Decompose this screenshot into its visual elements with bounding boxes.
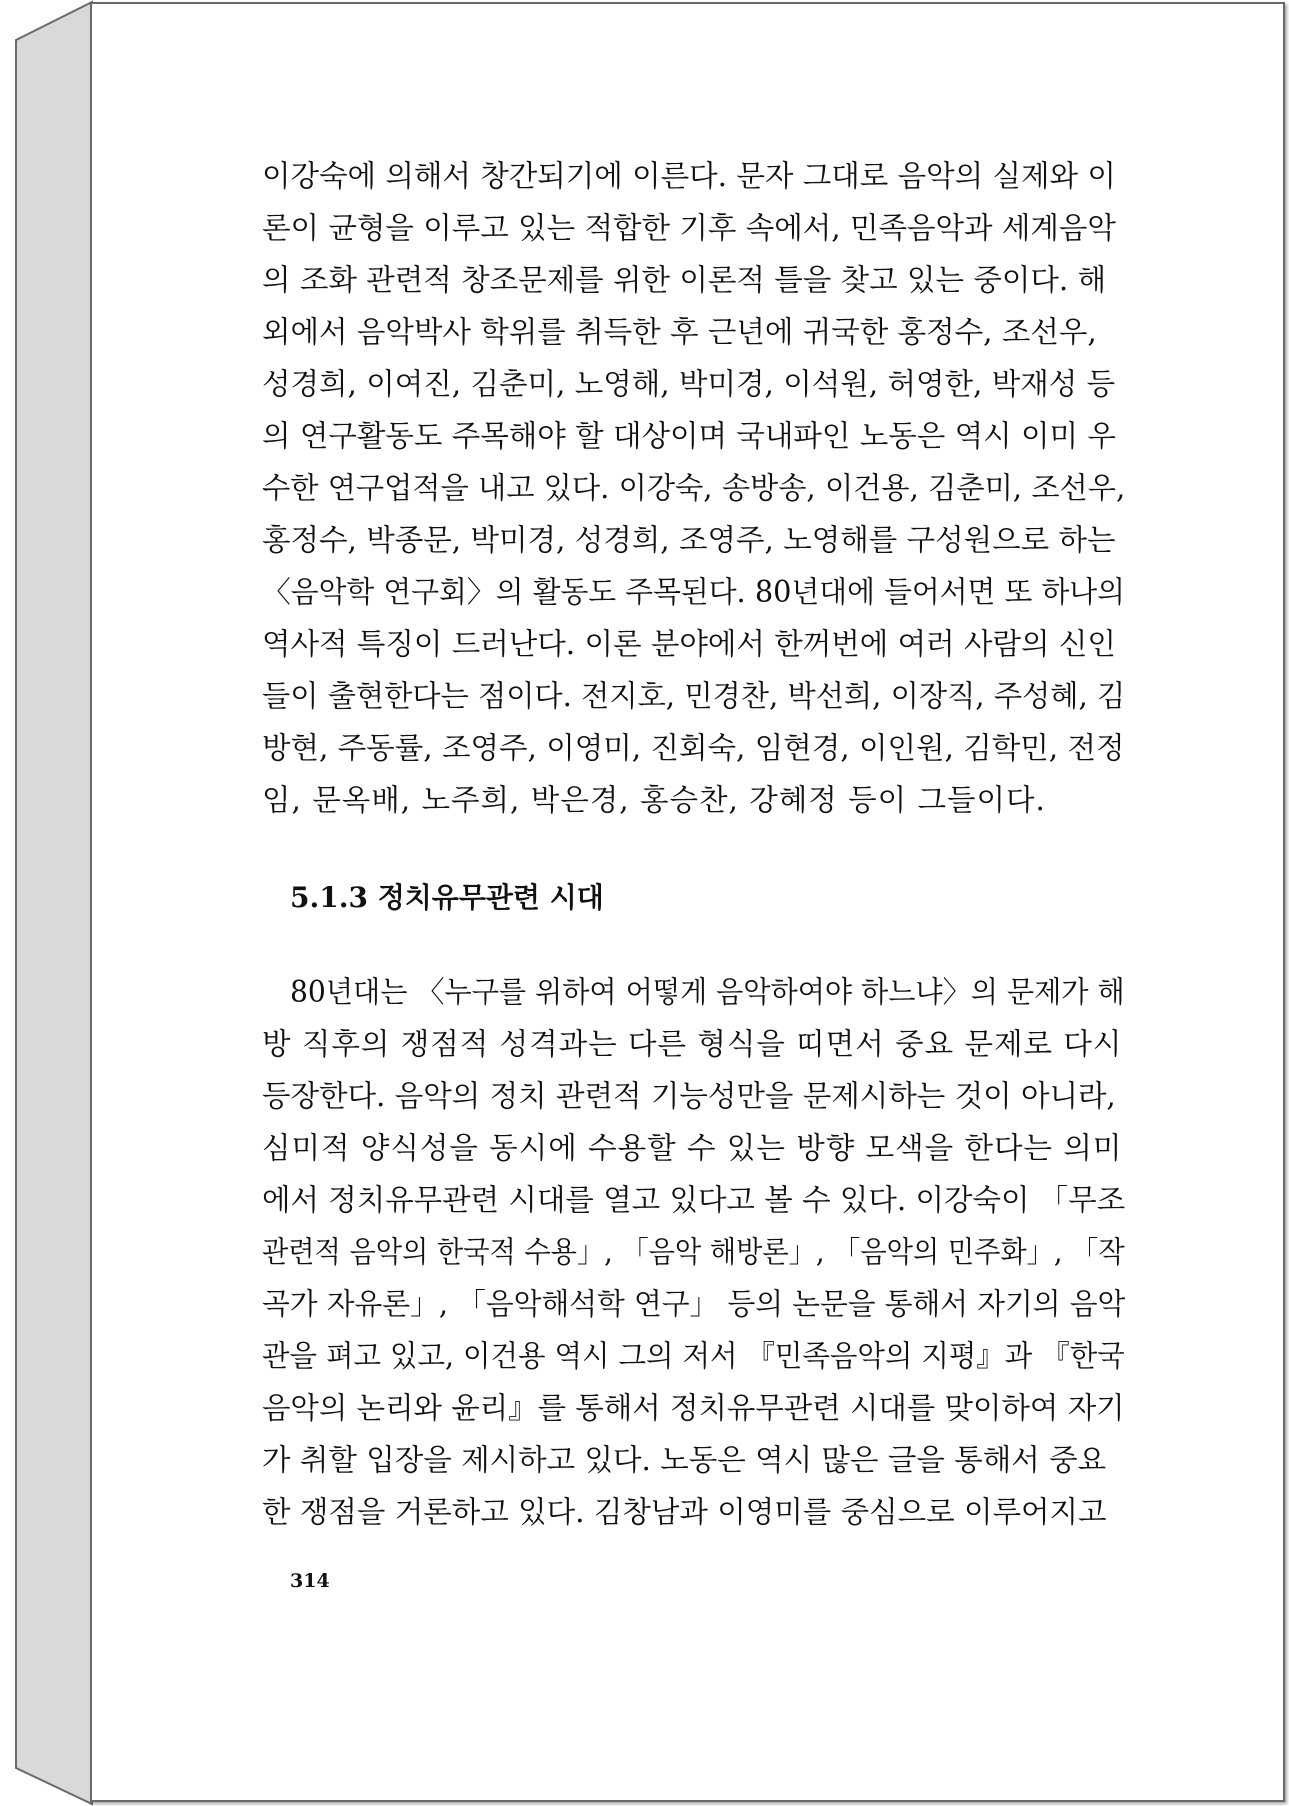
paragraph-2-line: 곡가 자유론」, 「음악해석학 연구」 등의 논문을 통해서 자기의 음악 — [262, 1287, 1126, 1321]
paragraph-1-line: 외에서 음악박사 학위를 취득한 후 근년에 귀국한 홍정수, 조선우, — [262, 315, 1097, 349]
paragraph-1-line: 〈음악학 연구회〉의 활동도 주목된다. 80년대에 들어서면 또 하나의 — [262, 575, 1125, 609]
paragraph-2-line: 에서 정치유무관련 시대를 열고 있다고 볼 수 있다. 이강숙이 「무조 — [262, 1183, 1126, 1217]
paragraph-1-line: 방현, 주동률, 조영주, 이영미, 진회숙, 임현경, 이인원, 김학민, 전정 — [262, 731, 1125, 765]
section-heading: 5.1.3 정치유무관련 시대 — [290, 881, 604, 914]
paragraph-2-line: 한 쟁점을 거론하고 있다. 김창남과 이영미를 중심으로 이루어지고 — [262, 1495, 1107, 1529]
paragraph-1-line: 수한 연구업적을 내고 있다. 이강숙, 송방송, 이건용, 김춘미, 조선우, — [262, 471, 1126, 505]
book-spine-face — [16, 2, 92, 1804]
page-number: 314 — [290, 1570, 330, 1592]
paragraph-2-line: 80년대는 〈누구를 위하여 어떻게 음악하여야 하느냐〉의 문제가 해 — [290, 975, 1125, 1009]
paragraph-1-line: 성경희, 이여진, 김춘미, 노영해, 박미경, 이석원, 허영한, 박재성 등 — [262, 367, 1116, 401]
paragraph-2-line: 심미적 양식성을 동시에 수용할 수 있는 방향 모색을 한다는 의미 — [262, 1131, 1123, 1165]
paragraph-2-line: 음악의 논리와 윤리』를 통해서 정치유무관련 시대를 맞이하여 자기 — [262, 1391, 1125, 1425]
paragraph-2-line: 관련적 음악의 한국적 수용」, 「음악 해방론」, 「음악의 민주화」, 「작 — [262, 1235, 1125, 1269]
paragraph-2-line: 가 취할 입장을 제시하고 있다. 노동은 역시 많은 글을 통해서 중요 — [262, 1443, 1107, 1477]
paragraph-2-line: 관을 펴고 있고, 이건용 역시 그의 저서 『민족음악의 지평』과 『한국 — [262, 1339, 1125, 1373]
paragraph-1-line: 의 조화 관련적 창조문제를 위한 이론적 틀을 찾고 있는 중이다. 해 — [262, 263, 1107, 297]
paragraph-1-line: 홍정수, 박종문, 박미경, 성경희, 조영주, 노영해를 구성원으로 하는 — [262, 523, 1116, 557]
paragraph-1-line: 론이 균형을 이루고 있는 적합한 기후 속에서, 민족음악과 세계음악 — [262, 211, 1116, 245]
paragraph-1-line: 이강숙에 의해서 창간되기에 이른다. 문자 그대로 음악의 실제와 이 — [262, 159, 1116, 193]
paragraph-1-line: 역사적 특징이 드러난다. 이론 분야에서 한꺼번에 여러 사람의 신인 — [262, 627, 1116, 661]
paragraph-1-line: 들이 출현한다는 점이다. 전지호, 민경찬, 박선희, 이장직, 주성혜, 김 — [262, 679, 1126, 713]
paragraph-2-line: 방 직후의 쟁점적 성격과는 다른 형식을 띠면서 중요 문제로 다시 — [262, 1027, 1123, 1061]
paragraph-1-line: 의 연구활동도 주목해야 할 대상이며 국내파인 노동은 역시 이미 우 — [262, 419, 1116, 453]
paragraph-2-line: 등장한다. 음악의 정치 관련적 기능성만을 문제시하는 것이 아니라, — [262, 1079, 1116, 1113]
paragraph-1-line: 임, 문옥배, 노주희, 박은경, 홍승찬, 강혜정 등이 그들이다. — [262, 783, 1046, 817]
